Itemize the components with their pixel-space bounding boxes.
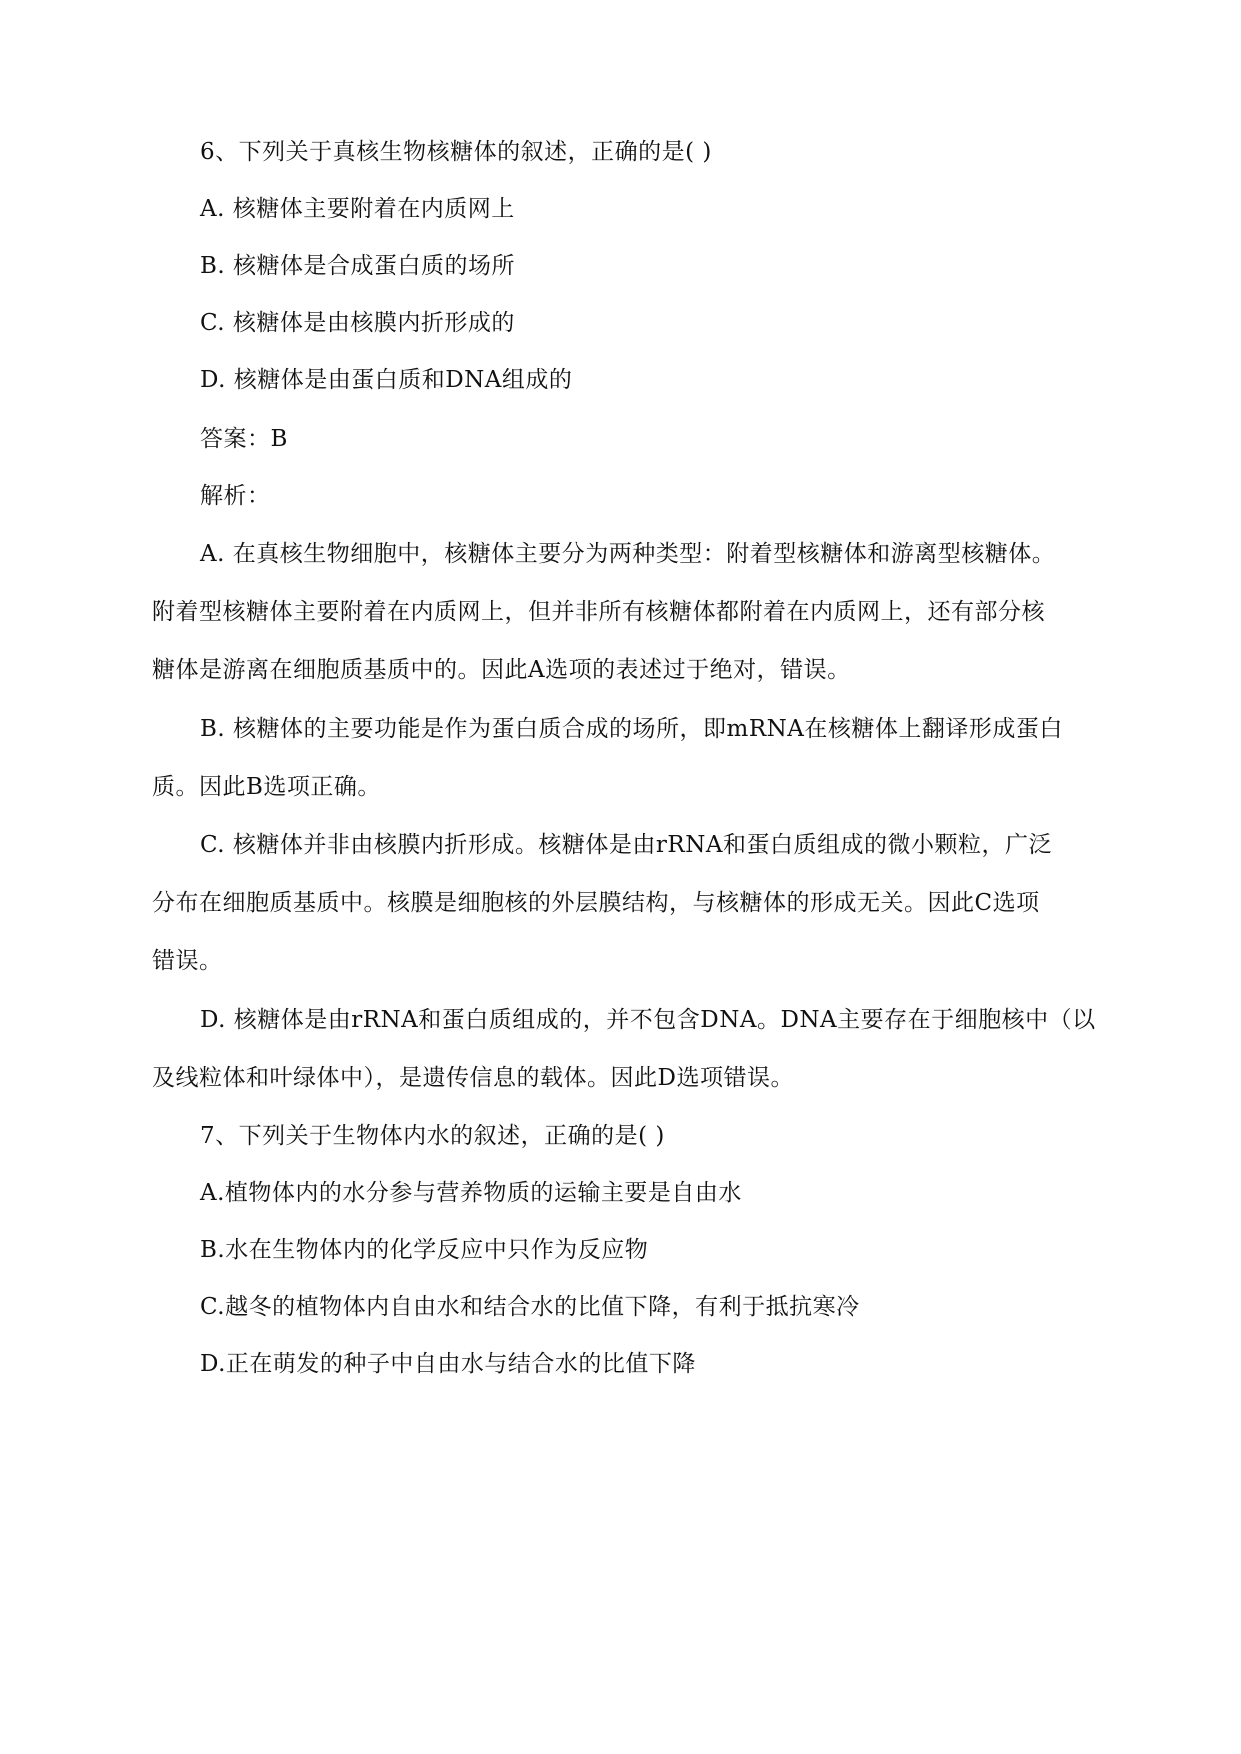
question-6-option-a: A. 核糖体主要附着在内质网上	[200, 196, 515, 222]
question-6-option-d: D. 核糖体是由蛋白质和DNA组成的	[200, 367, 573, 393]
analysis-line: D. 核糖体是由rRNA和蛋白质组成的，并不包含DNA。DNA主要存在于细胞核中（以	[200, 1007, 1096, 1033]
analysis-line: 附着型核糖体主要附着在内质网上，但并非所有核糖体都附着在内质网上，还有部分核	[152, 599, 1045, 625]
question-7-stem: 7、下列关于生物体内水的叙述，正确的是( )	[200, 1123, 665, 1149]
analysis-line: B. 核糖体的主要功能是作为蛋白质合成的场所，即mRNA在核糖体上翻译形成蛋白	[200, 716, 1063, 742]
analysis-line: C. 核糖体并非由核膜内折形成。核糖体是由rRNA和蛋白质组成的微小颗粒，广泛	[200, 832, 1052, 858]
question-6-option-b: B. 核糖体是合成蛋白质的场所	[200, 253, 516, 279]
analysis-line: 及线粒体和叶绿体中），是遗传信息的载体。因此D选项错误。	[152, 1065, 794, 1091]
question-6-option-c: C. 核糖体是由核膜内折形成的	[200, 310, 515, 336]
question-7-option-b: B.水在生物体内的化学反应中只作为反应物	[200, 1237, 649, 1263]
question-7-option-a: A.植物体内的水分参与营养物质的运输主要是自由水	[200, 1180, 742, 1206]
analysis-line: A. 在真核生物细胞中，核糖体主要分为两种类型：附着型核糖体和游离型核糖体。	[200, 541, 1056, 567]
analysis-line: 错误。	[152, 948, 223, 974]
analysis-line: 糖体是游离在细胞质基质中的。因此A选项的表述过于绝对，错误。	[152, 657, 851, 683]
question-7-option-c: C.越冬的植物体内自由水和结合水的比值下降，有利于抵抗寒冷	[200, 1294, 860, 1320]
question-6-analysis-label: 解析：	[200, 483, 271, 509]
analysis-line: 质。因此B选项正确。	[152, 774, 381, 800]
question-6-stem: 6、下列关于真核生物核糖体的叙述，正确的是( )	[200, 139, 712, 165]
question-6-answer: 答案：B	[200, 426, 288, 452]
question-7-option-d: D.正在萌发的种子中自由水与结合水的比值下降	[200, 1351, 696, 1377]
analysis-line: 分布在细胞质基质中。核膜是细胞核的外层膜结构，与核糖体的形成无关。因此C选项	[152, 890, 1040, 916]
